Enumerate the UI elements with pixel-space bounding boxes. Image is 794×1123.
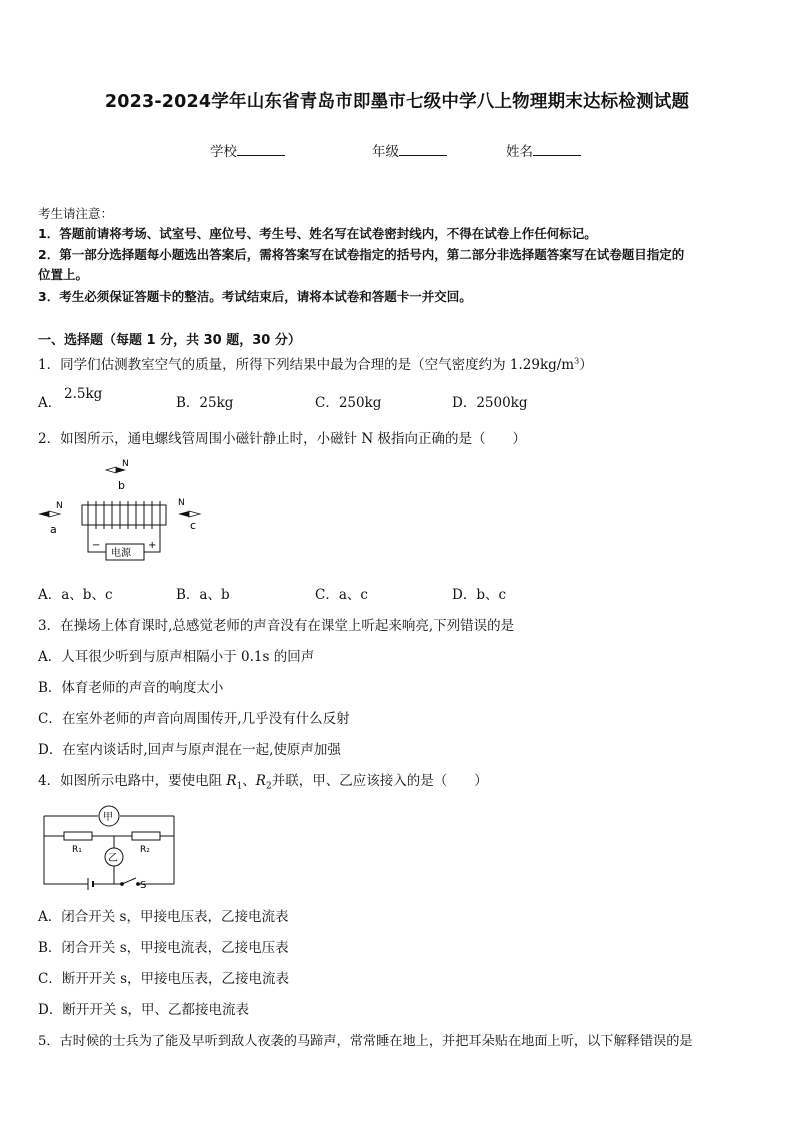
meter-yi-label: 乙 [108, 853, 118, 864]
q1-stem [38, 353, 593, 373]
q2-option-a[interactable]: A．a、b、c [38, 587, 113, 603]
name-blank[interactable] [533, 143, 581, 156]
q3-option-d[interactable]: D．在室内谈话时,回声与原声混在一起,使原声加强 [38, 742, 341, 758]
q3-stem: 3．在操场上体育课时,总感觉老师的声音没有在课堂上听起来响亮,下列错误的是 [38, 618, 515, 634]
compass-c-label: c [190, 519, 197, 532]
q4-stem-a: 4．如图所示电路中，要使电阻 [38, 773, 227, 789]
compass-b-label: b [118, 479, 125, 492]
school-label: 学校 [210, 144, 237, 160]
r2-label: R₂ [140, 845, 150, 855]
q2-option-b[interactable]: B．a、b [176, 587, 230, 603]
compass-c [178, 498, 200, 532]
q2-stem: 2．如图所示，通电螺线管周围小磁针静止时，小磁针 N 极指向正确的是（ ） [38, 431, 526, 447]
q1-option-a-value[interactable]: 2.5kg [64, 386, 103, 402]
notice-item-3: 3．考生必须保证答题卡的整洁。考试结束后，请将本试卷和答题卡一并交回。 [38, 289, 472, 304]
q5-stem: 5．古时候的士兵为了能及早听到敌人夜袭的马蹄声，常常睡在地上，并把耳朵贴在地面上听，以下解释错误的是 [38, 1034, 693, 1049]
q4-r2: R [255, 773, 266, 789]
q3-option-b[interactable]: B．体育老师的声音的响度太小 [38, 680, 224, 696]
compass-b-n: N [122, 459, 129, 469]
school-field [210, 140, 285, 160]
q4-stem [38, 769, 488, 792]
q3-option-c[interactable]: C．在室外老师的声音向周围传开,几乎没有什么反射 [38, 711, 350, 727]
grade-label: 年级 [372, 144, 399, 160]
notice-item-2-cont: 位置上。 [38, 267, 89, 282]
q1-option-a-label[interactable]: A． [38, 395, 62, 411]
q4-option-a[interactable]: A．闭合开关 s，甲接电压表，乙接电流表 [38, 909, 289, 925]
q4-option-d[interactable]: D．断开开关 s，甲、乙都接电流表 [38, 1002, 250, 1018]
q4-option-c[interactable]: C．断开开关 s，甲接电压表，乙接电流表 [38, 971, 290, 987]
notice-item-1: 1．答题前请将考场、试室号、座位号、考生号、姓名写在试卷密封线内，不得在试卷上作任何标记。 [38, 226, 597, 241]
q1-option-c[interactable]: C．250kg [315, 395, 382, 411]
q1-stem-end: ） [579, 357, 593, 373]
q3-option-a[interactable]: A．人耳很少听到与原声相隔小于 0.1s 的回声 [38, 649, 315, 665]
q4-r2-sub: 2 [265, 781, 272, 792]
power-source-label: 电源 [111, 548, 131, 559]
compass-b [106, 459, 129, 492]
q4-r1: R [226, 773, 237, 789]
q4-option-b[interactable]: B．闭合开关 s，甲接电流表，乙接电压表 [38, 940, 289, 956]
notice-item-2: 2．第一部分选择题每小题选出答案后，需将答案写在试卷指定的括号内，第二部分非选择题答案写在试卷题目指定的 [38, 247, 685, 262]
page-title: 2023-2024学年山东省青岛市即墨市七级中学八上物理期末达标检测试题 [104, 92, 690, 112]
compass-a-n: N [56, 501, 63, 511]
notice-heading: 考生请注意： [38, 206, 114, 221]
q4-circuit-figure [38, 800, 180, 892]
q4-r1-sub: 1 [236, 781, 243, 792]
q1-option-b[interactable]: B．25kg [176, 395, 234, 411]
minus-sign: − [92, 540, 101, 551]
section-heading: 一、选择题（每题 1 分，共 30 题，30 分） [38, 333, 301, 348]
name-label: 姓名 [506, 144, 533, 160]
q2-option-c[interactable]: C．a、c [315, 587, 368, 603]
name-field [506, 140, 581, 160]
compass-a-label: a [50, 523, 57, 536]
grade-field [372, 140, 447, 160]
grade-blank[interactable] [399, 143, 447, 156]
q1-stem-text: 1．同学们估测教室空气的质量，所得下列结果中最为合理的是（空气密度约为 1.29kg/m [38, 357, 575, 373]
q2-option-d[interactable]: D．b、c [452, 587, 507, 603]
compass-a [38, 501, 63, 536]
q1-option-d[interactable]: D．2500kg [452, 395, 528, 411]
q1-stem-sup: 3 [574, 356, 580, 366]
resistor-r2 [132, 832, 160, 840]
resistor-r1 [64, 832, 92, 840]
plus-sign: + [148, 540, 157, 551]
meter-jia-label: 甲 [103, 812, 113, 823]
switch-label: S [140, 880, 147, 891]
school-blank[interactable] [237, 143, 285, 156]
q4-sep: 、 [242, 773, 256, 789]
r1-label: R₁ [72, 845, 82, 855]
q2-solenoid-figure [34, 456, 214, 568]
compass-c-n: N [178, 498, 185, 508]
q4-stem-b: 并联，甲、乙应该接入的是（ ） [271, 773, 488, 789]
